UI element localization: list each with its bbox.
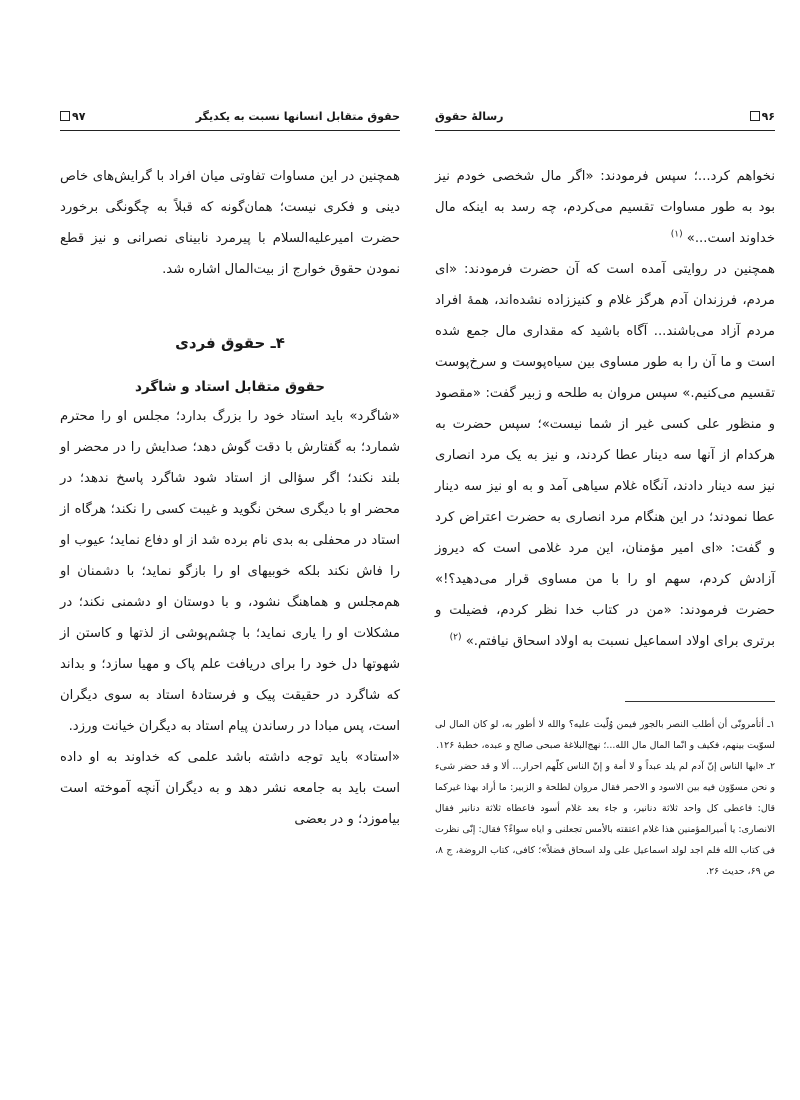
right-page-number-text: ۹۶ [761, 109, 775, 123]
right-header-title: رسالهٔ حقوق [435, 109, 504, 123]
right-paragraph-2-text: همچنین در روایتی آمده است که آن حضرت فرمودند: «ای مردم، فرزندان آدم هرگز غلام و کنیززاده نشده‌اند، همهٔ افراد مردم آزاد می‌باشند... آگاه باشید که مقداری مال جمع شده است و ما آن را به طور مساوی بین سیاه‌پوست و سرخ‌پوست تقسیم می‌کنیم.» سپس مروان به طلحه و زبیر گفت: «مقصود و منظور علی کسی غیر از شما نیست»؛ سپس حضرت به هرکدام از آنها سه دینار عطا کردند، و نیز به یک مرد انصاری نیز سه دینار دادند، آنگاه غلام سیاهی آمد و به او نیز سه دینار عطا نمودند؛ در این هنگام مرد انصاری به حضرت اعتراض کرد و گفت: «ای امیر مؤمنان، این مرد غلامی است که دیروز آزادش کردم، سهم او را با من مساوی قرار می‌دهید؟!» حضرت فرمودند: «من در کتاب خدا نظر کردم، فضیلت و برتری برای اولاد اسماعیل نسبت به اولاد اسحاق نیافتم.» [435, 262, 775, 649]
footnote-ref-1[interactable]: (۱) [670, 229, 683, 240]
footnote-2: ۲ـ «ایها الناس إنّ آدم لم یلد عبداً و لا أمة و إنّ الناس کلّهم احرار... ألا و قد حضر شیء و نحن مسوّون فیه بین الاسود و الاحمر فقال مروان لطلحة و الزبیر: ما أراد بهذا غیرکما قال: فاعطی کل واحد ثلاثة دنانیر، و جاء بعد غلام أسود فاعطاه ثلاثة دنانیر فقال الانصاری: یا أمیرالمؤمنین هذا غلام اعتقته بالأمس تجعلنی و ایاه سواءً؟ فقال: إنّی نظرت فی کتاب الله فلم اجد لولد اسماعیل علی ولد اسحاق فضلاً»؛ کافی، کتاب الروضة، ج ۸، ص ۶۹، حدیث ۲۶. [435, 761, 775, 877]
teacher-duties-paragraph: «استاد» باید توجه داشته باشد علمی که خداوند به او داده است باید به جامعه نشر دهد و به دیگران آنچه آموخته است بیاموزد؛ و در بعضی [60, 750, 400, 827]
left-header-title: حقوق متقابل انسانها نسبت به یکدیگر [195, 109, 400, 123]
left-page-number-text: ۹۷ [72, 109, 86, 123]
left-page-number [60, 110, 85, 123]
footnote-divider [625, 701, 775, 702]
right-paragraph-1 [435, 161, 775, 254]
left-intro-paragraph: همچنین در این مساوات تفاوتی میان افراد با گرایش‌های خاص دینی و فکری نیست؛ همان‌گونه که قبلاً به چگونگی برخورد حضرت امیرعلیه‌السلام با پیرمرد نابینای نصرانی و نیز قطع نمودن حقوق خوارج از بیت‌المال اشاره شد. [60, 169, 400, 277]
footnotes [435, 714, 775, 882]
left-page-header [60, 108, 400, 131]
page-box-icon [750, 111, 760, 121]
right-page [435, 108, 775, 882]
right-page-header [435, 108, 775, 131]
section-heading: ۴ـ حقوق فردی [175, 334, 285, 352]
student-duties-paragraph: «شاگرد» باید استاد خود را بزرگ بدارد؛ مجلس او را محترم شمارد؛ به گفتارش با دقت گوش دهد؛ صدایش را در محضر او بلند نکند؛ اگر سؤالی از استاد شود شاگرد پاسخ ندهد؛ در محضر او با دیگری سخن نگوید و غیبت کسی را نکند؛ هرگاه از استاد در محفلی به بدی نام برده شد از او دفاع نماید؛ عیوب او را فاش نکند بلکه خوبیهای او را بازگو نماید؛ با دشمنان او هم‌مجلس و هماهنگ نشود، و با دوستان او دشمنی نکند؛ در مشکلات او را یاری نماید؛ با چشم‌پوشی از لذتها و کاستن از شهوتها دل خود را برای دریافت علم پاک و مهیا سازد؛ و بداند که شاگرد در حقیقت پیک و فرستادهٔ استاد به سوی دیگران است، پس مبادا در رساندن پیام استاد به دیگران خیانت ورزد. [60, 409, 400, 734]
right-paragraph-1-text: نخواهم کرد...؛ سپس فرمودند: «اگر مال شخصی خودم نیز بود به طور مساوات تقسیم می‌کردم، چه رسد به اینکه مال خداوند است...» [435, 169, 775, 246]
right-page-number [750, 110, 775, 123]
subsection-heading: حقوق متقابل استاد و شاگرد [135, 379, 325, 395]
left-page [60, 108, 400, 835]
right-page-body [435, 161, 775, 657]
footnote-1: ۱ـ أتأمرونّی أن أطلب النصر بالجور فیمن وُلّیت علیه؟ والله لا أطور به، لو کان المال لی لسوّیت بینهم، فکیف و انّما المال مال الله...؛ نهج‌البلاغهٔ صبحی صالح و عبده، خطبهٔ ۱۲۶. [435, 719, 775, 751]
footnote-ref-2[interactable]: (۲) [449, 632, 462, 643]
right-paragraph-2 [435, 254, 775, 657]
page-box-icon [60, 111, 70, 121]
left-page-body [60, 161, 400, 835]
